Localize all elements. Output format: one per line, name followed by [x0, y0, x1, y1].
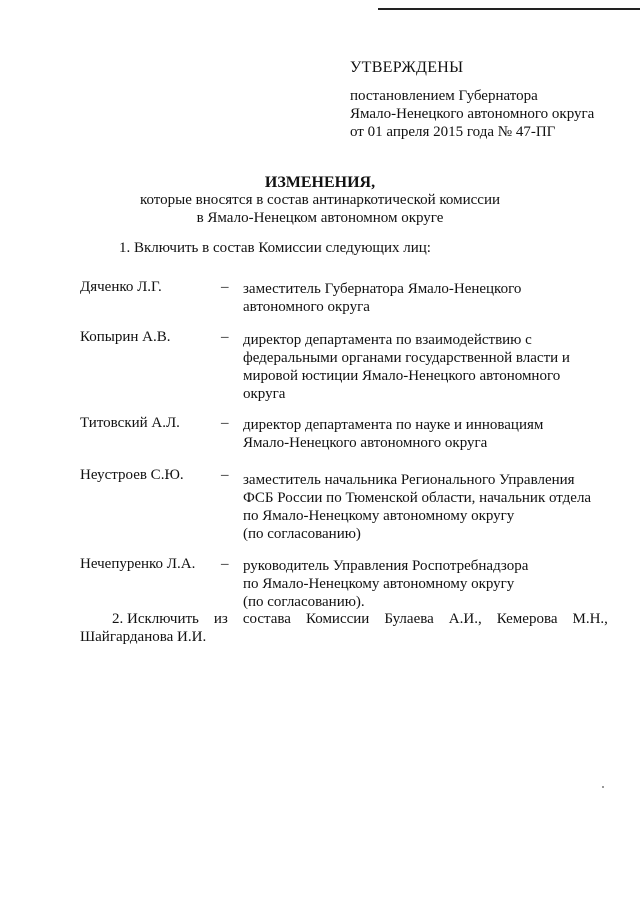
- item-2-word: 2. Исключить: [112, 611, 199, 627]
- member-name: Дяченко Л.Г.: [80, 279, 162, 295]
- item-2-word: Булаева: [384, 611, 434, 627]
- document-subtitle: в Ямало-Ненецком автономном округе: [196, 210, 444, 226]
- document-subtitle: которые вносятся в состав антинаркотической комиссии: [139, 192, 501, 208]
- position-line: Ямало-Ненецкого автономного округа: [243, 435, 488, 451]
- item-2-line: [80, 611, 608, 628]
- member-name: Титовский А.Л.: [80, 415, 180, 431]
- top-border-line: [378, 8, 640, 10]
- member-position: [243, 471, 591, 543]
- position-line: директор департамента по взаимодействию с: [243, 332, 532, 348]
- item-2-word: Комиссии: [305, 611, 370, 627]
- approval-heading: УТВЕРЖДЕНЫ: [350, 59, 464, 76]
- position-line: автономного округа: [243, 299, 370, 315]
- item-2-word: из: [213, 611, 228, 627]
- member-position: [243, 557, 528, 611]
- position-line: руководитель Управления Роспотребнадзора: [243, 558, 529, 574]
- position-line: (по согласованию): [243, 526, 361, 542]
- position-line: заместитель Губернатора Ямало-Ненецкого: [243, 281, 522, 297]
- item-2-word: состава: [242, 611, 291, 627]
- item-1-intro: 1. Включить в состав Комиссии следующих лиц:: [119, 240, 431, 256]
- item-2-continuation: Шайгарданова И.И.: [80, 629, 207, 645]
- position-line: директор департамента по науке и инновациям: [243, 417, 544, 433]
- position-line: по Ямало-Ненецкому автономному округу: [243, 576, 515, 592]
- item-2-word: А.И.,: [448, 611, 482, 627]
- position-line: по Ямало-Ненецкому автономному округу: [243, 508, 515, 524]
- member-position: [243, 416, 543, 452]
- item-2-word: Кемерова: [496, 611, 558, 627]
- position-line: федеральными органами государственной власти и: [243, 350, 570, 366]
- member-position: [243, 280, 521, 316]
- member-name: Нечепуренко Л.А.: [80, 556, 196, 572]
- position-line: заместитель начальника Регионального Управления: [243, 472, 575, 488]
- member-position: [243, 331, 570, 403]
- member-name: Копырин А.В.: [80, 329, 171, 345]
- approval-line: Ямало-Ненецкого автономного округа: [350, 106, 595, 122]
- position-line: округа: [243, 386, 286, 402]
- position-line: мировой юстиции Ямало-Ненецкого автономного: [243, 368, 561, 384]
- member-dash: –: [221, 415, 229, 431]
- approval-line: постановлением Губернатора: [350, 88, 538, 104]
- member-dash: –: [221, 279, 229, 295]
- member-name: Неустроев С.Ю.: [80, 467, 184, 483]
- approval-line: от 01 апреля 2015 года № 47-ПГ: [350, 124, 556, 140]
- scan-speck: [602, 786, 604, 788]
- position-line: (по согласованию).: [243, 594, 365, 610]
- item-2-word: М.Н.,: [572, 611, 608, 627]
- member-dash: –: [221, 556, 229, 572]
- member-dash: –: [221, 329, 229, 345]
- position-line: ФСБ России по Тюменской области, начальник отдела: [243, 490, 592, 506]
- document-title: ИЗМЕНЕНИЯ,: [264, 174, 376, 191]
- member-dash: –: [221, 467, 229, 483]
